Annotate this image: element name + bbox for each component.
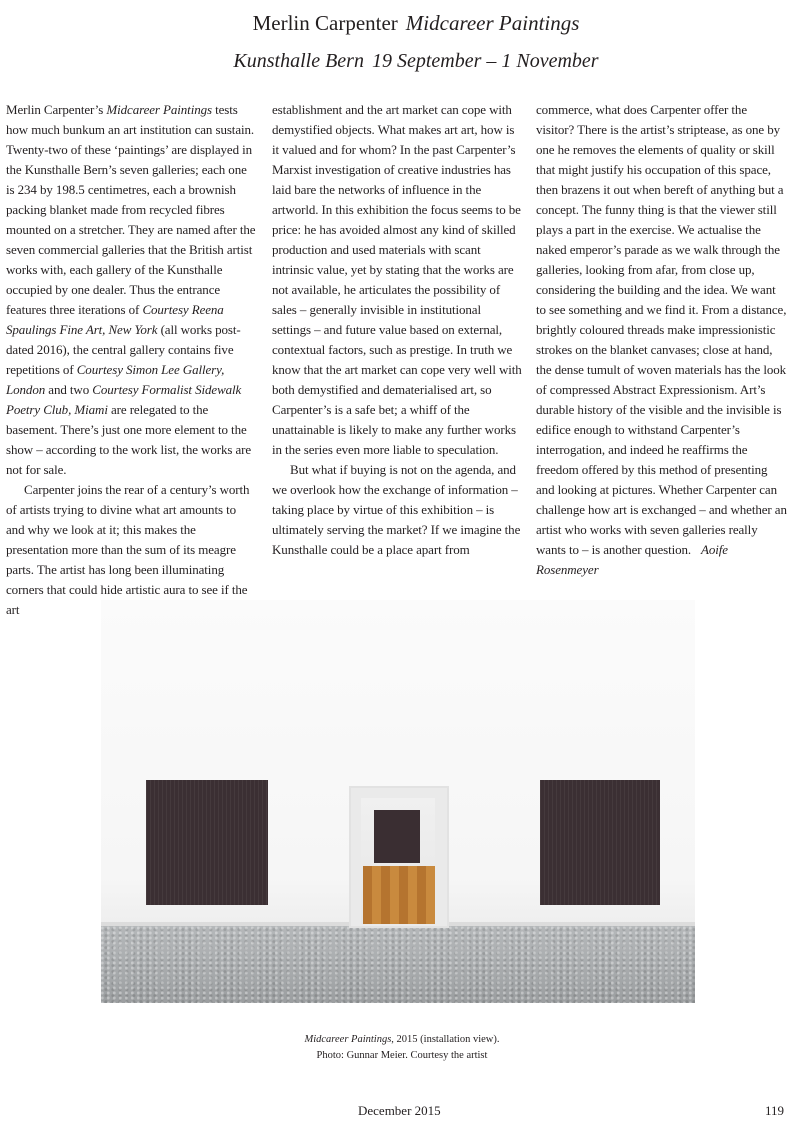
exhibition-dates: 19 September – 1 November [371, 50, 599, 72]
paragraph [6, 100, 257, 480]
article-header-artist-title [0, 10, 800, 36]
exhibition-title: Midcareer Paintings [405, 11, 580, 35]
blanket-painting-center [374, 810, 420, 863]
blanket-painting-left [146, 780, 268, 905]
italic-title-run: Midcareer Paintings [106, 102, 212, 117]
text-run: are relegated to the basement. There’s just one more element to the show – according to the work list, the works are not for sale. [6, 402, 252, 477]
issue-date: December 2015 [358, 1103, 441, 1118]
caption-work-title: Midcareer Paintings [304, 1034, 392, 1045]
paragraph [272, 460, 523, 560]
text-run: Carpenter joins the rear of a century’s worth of artists trying to divine what art amounts to and why we look at it; this makes the presentation more than the sum of its meagre parts. The artist has long been illuminating corners that could hide artistic aura to see if the art [6, 482, 250, 617]
installation-photo [101, 600, 695, 1003]
text-column-1 [6, 100, 257, 620]
text-run: establishment and the art market can cope with demystified objects. What makes art art, how is it valued and for whom? In the past Carpenter’s Marxist investigation of creative industries has laid bare the networks of influence in the artworld. In this exhibition the focus seems to be price: he has avoided almost any kind of skilled production and used materials with scant intrinsic value, yet by stating that the works are not available, he articulates the possibility of sales – generally invisible in institutional settings – and future value based on external, contextual factors, such as prestige. In truth we know that the art market can cope very well with both demystified and dematerialised art, so Carpenter’s is a safe bet; a whiff of the unattainable is likely to make any further works in the series even more liable to speculation. [272, 102, 522, 457]
paragraph [6, 480, 257, 620]
caption-detail: , 2015 (installation view). [391, 1034, 500, 1045]
artist-name: Merlin Carpenter [252, 11, 398, 35]
paragraph [536, 100, 787, 580]
caption-line-1 [2, 1032, 800, 1048]
italic-title-run: Courtesy Simon Lee Gallery, London [6, 362, 225, 397]
parquet-floor [363, 866, 435, 924]
author-signature: Aoife Rosenmeyer [536, 542, 728, 577]
photo-caption [0, 1032, 800, 1064]
paragraph [272, 100, 523, 460]
text-run: (all works post-dated 2016), the central gallery contains five repetitions of [6, 322, 241, 377]
page-number: 119 [765, 1103, 785, 1118]
text-run: commerce, what does Carpenter offer the visitor? There is the artist’s striptease, as one by one he removes the elements of quality or skill that might justify his occupation of this space, then brazens it out when bereft of anything but a concept. The funny thing is that the viewer still plays a part in the exercise. We actualise the naked emperor’s parade as we walk through the galleries, looking from afar, from close up, considering the building and the idea. We want to see something and we find it. From a distance, brightly coloured threads make impressionistic strokes on the blanket canvases; close at hand, the dense tumult of woven materials has the look of compressed Abstract Expressionism. Art’s durable history of the visible and the invisible is edifice enough to withstand Carpenter’s interrogation, and indeed he reaffirms the freedom offered by this method of presenting and looking at pictures. Whether Carpenter can challenge how art is exchanged – and whether an artist who works with seven galleries really wants to – is another question. [536, 102, 787, 557]
text-run: and two [45, 382, 93, 397]
gallery-floor [101, 926, 695, 1003]
text-run: Merlin Carpenter’s [6, 102, 107, 117]
text-run: But what if buying is not on the agenda, and we overlook how the exchange of information – taking place by virtue of this exhibition – is ultimately serving the market? If we imagine the Kunsthalle could be a place apart from [272, 462, 521, 557]
article-header-venue-dates [0, 48, 800, 74]
italic-title-run: Courtesy Reena Spaulings Fine Art, New York [6, 302, 224, 337]
italic-title-run: Courtesy Formalist Sidewalk Poetry Club, Miami [6, 382, 242, 417]
blanket-painting-right [540, 780, 660, 905]
text-column-2 [272, 100, 523, 560]
venue: Kunsthalle Bern [233, 50, 364, 72]
text-column-3 [536, 100, 787, 580]
text-run: tests how much bunkum an art institution can sustain. Twenty-two of these ‘paintings’ are displayed in the Kunsthalle Bern’s seven galleries; each one is 234 by 198.5 centimetres, each a brownish packing blanket made from recycled fibres mounted on a stretcher. They are named after the seven commercial galleries that the British artist works with, each gallery of the Kunsthalle occupied by one dealer. Thus the entrance features three iterations of [6, 102, 256, 317]
caption-credit: Photo: Gunnar Meier. Courtesy the artist [316, 1050, 488, 1061]
